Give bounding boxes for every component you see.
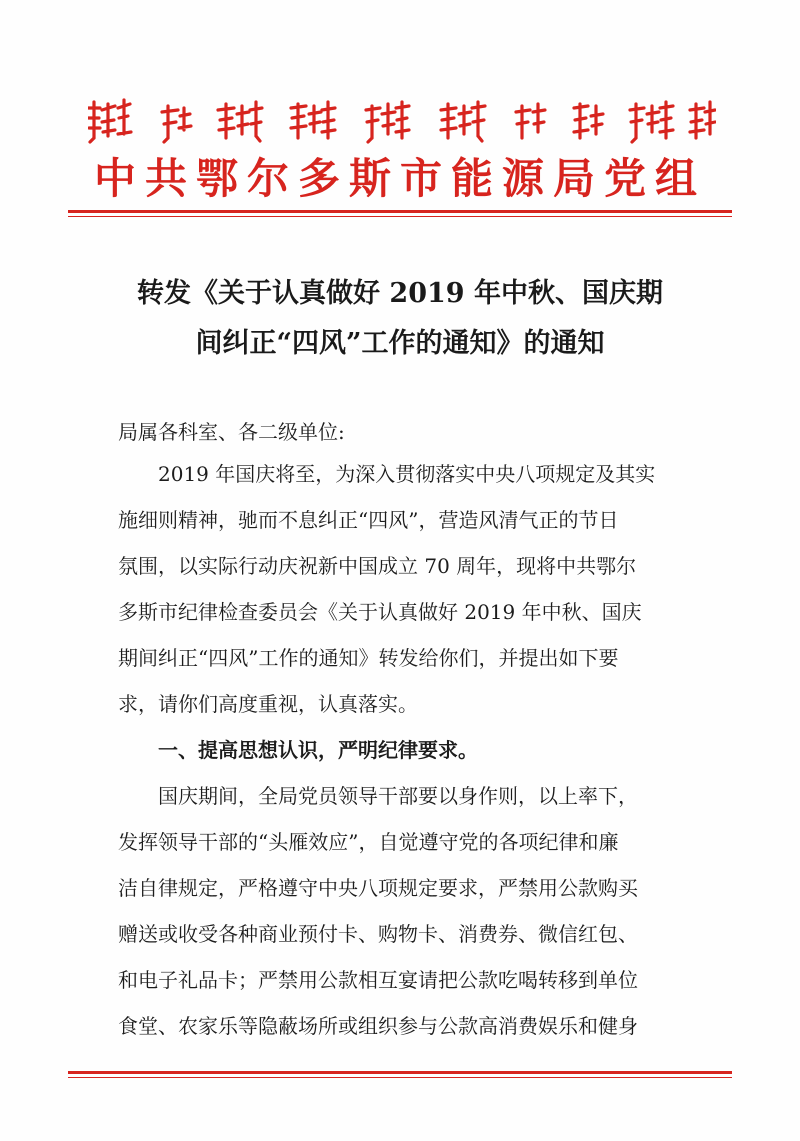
paragraph-1-line: 多斯市纪律检查委员会《关于认真做好 2019 年中秋、国庆: [118, 600, 642, 624]
paragraph-2-line: 国庆期间，全局党员领导干部要以身作则，以上率下，: [158, 784, 638, 808]
salutation: 局属各科室、各二级单位:: [118, 420, 345, 444]
document-title-line-1: 转发《关于认真做好 2019 年中秋、国庆期: [137, 278, 663, 309]
header-rule-thick: [68, 210, 732, 213]
mongolian-script-header: [88, 94, 716, 144]
paragraph-1-line: 氛围，以实际行动庆祝新中国成立 70 周年，现将中共鄂尔: [118, 554, 637, 578]
paragraph-2-line: 和电子礼品卡；严禁用公款相互宴请把公款吃喝转移到单位: [118, 968, 638, 992]
footer-rule-thin: [68, 1077, 732, 1078]
paragraph-1-line: 2019 年国庆将至，为深入贯彻落实中央八项规定及其实: [158, 462, 656, 486]
paragraph-1-line: 求，请你们高度重视，认真落实。: [118, 692, 418, 716]
paragraph-1-line: 期间纠正“四风”工作的通知》转发给你们，并提出如下要: [118, 646, 619, 670]
document-title-line-2: 间纠正“四风”工作的通知》的通知: [195, 328, 605, 359]
paragraph-2-line: 发挥领导干部的“头雁效应”，自觉遵守党的各项纪律和廉: [118, 830, 619, 854]
paragraph-2-line: 洁自律规定，严格遵守中央八项规定要求，严禁用公款购买: [118, 876, 638, 900]
header-rule-thin: [68, 216, 732, 217]
organization-title: 中共鄂尔多斯市能源局党组: [93, 154, 706, 203]
mongolian-script-logo: [88, 94, 716, 144]
paragraph-2-line: 赠送或收受各种商业预付卡、购物卡、消费券、微信红包、: [118, 922, 638, 946]
section-1-heading: 一、提高思想认识，严明纪律要求。: [158, 738, 478, 762]
paragraph-2-line: 食堂、农家乐等隐蔽场所或组织参与公款高消费娱乐和健身: [118, 1014, 638, 1038]
footer-rule-thick: [68, 1071, 732, 1074]
paragraph-1-line: 施细则精神，驰而不息纠正“四风”，营造风清气正的节日: [118, 508, 619, 532]
